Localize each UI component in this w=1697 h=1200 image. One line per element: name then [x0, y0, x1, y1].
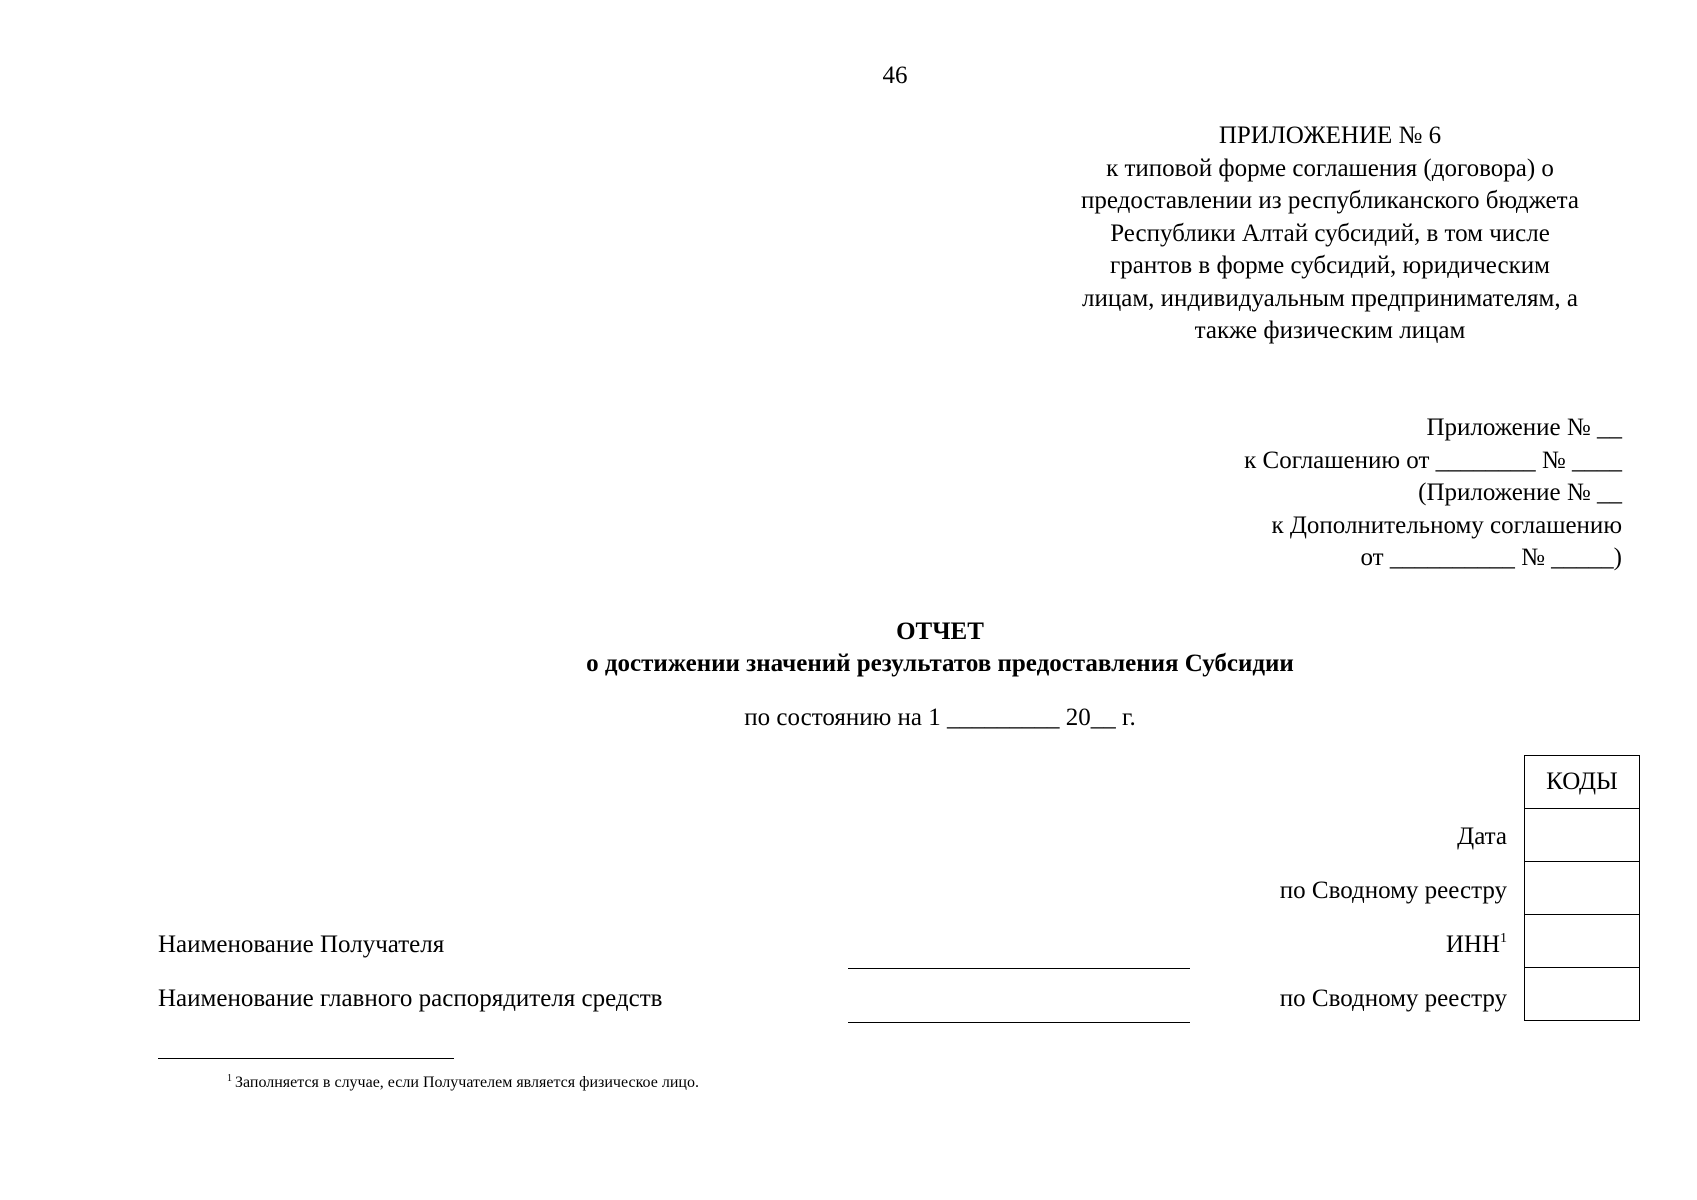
appendix-header — [1030, 120, 1630, 348]
code-cell-manager-registry[interactable] — [1525, 968, 1640, 1021]
manager-name-label: Наименование главного распорядителя средств — [158, 985, 663, 1012]
codes-table — [1524, 755, 1640, 1021]
appendix-line: Республики Алтай субсидий, в том числе — [1110, 219, 1550, 247]
code-cell-inn[interactable] — [1525, 915, 1640, 968]
annex-line: Приложение № __ — [1426, 414, 1622, 441]
footnote-mark: 1 — [227, 1073, 232, 1084]
appendix-line: грантов в форме субсидий, юридическим — [1110, 252, 1550, 279]
inn-label-text: ИНН — [1445, 931, 1500, 958]
annex-line: к Соглашению от ________ № ____ — [1244, 446, 1622, 474]
appendix-line: также физическим лицам — [1194, 317, 1466, 344]
report-title: ОТЧЕТ — [896, 618, 984, 645]
appendix-title: ПРИЛОЖЕНИЕ № 6 — [1218, 122, 1442, 149]
annex-line: от __________ № _____) — [1360, 544, 1622, 571]
annex-line: к Дополнительному соглашению — [1271, 511, 1622, 539]
footnote — [227, 1074, 699, 1092]
footnote-text: Заполняется в случае, если Получателем является физическое лицо. — [235, 1074, 699, 1091]
code-label-date: Дата — [1457, 823, 1507, 850]
recipient-name-field[interactable] — [848, 968, 1190, 969]
appendix-line: лицам, индивидуальным предпринимателям, а — [1082, 284, 1578, 312]
inn-footnote-mark: 1 — [1500, 931, 1507, 946]
code-cell-date[interactable] — [1525, 809, 1640, 862]
page-number: 46 — [882, 62, 908, 89]
footnote-divider — [158, 1058, 454, 1059]
code-cell-registry[interactable] — [1525, 862, 1640, 915]
recipient-name-label: Наименование Получателя — [158, 931, 445, 958]
code-label-registry: по Сводному реестру — [1279, 877, 1507, 904]
code-label-inn — [1446, 931, 1507, 959]
report-as-of-date: по состоянию на 1 _________ 20__ г. — [744, 704, 1136, 731]
codes-header: КОДЫ — [1525, 756, 1640, 809]
annex-line: (Приложение № __ — [1418, 479, 1622, 506]
report-subtitle: о достижении значений результатов предоставления Субсидии — [586, 650, 1294, 677]
manager-name-field[interactable] — [848, 1022, 1190, 1023]
agreement-annex-reference — [1050, 412, 1622, 575]
appendix-line: к типовой форме соглашения (договора) о — [1106, 154, 1554, 182]
appendix-line: предоставлении из республиканского бюджета — [1081, 187, 1579, 214]
code-label-manager-registry: по Сводному реестру — [1279, 985, 1507, 1012]
